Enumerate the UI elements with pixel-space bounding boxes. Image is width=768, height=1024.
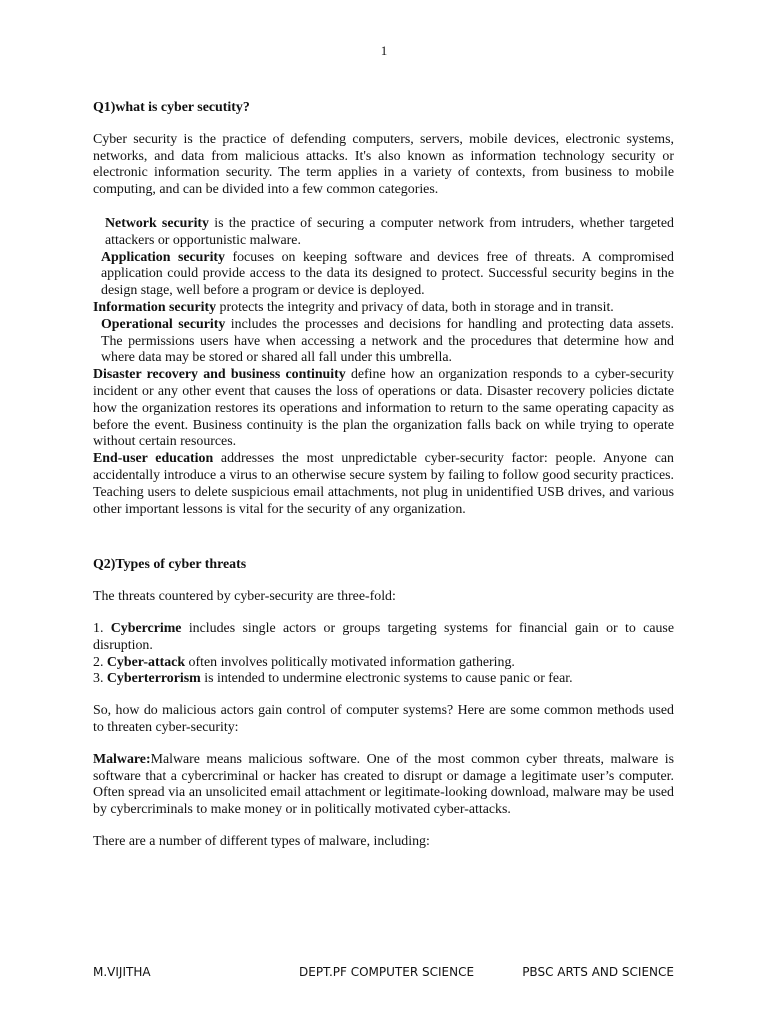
disaster-recovery-paragraph	[93, 367, 674, 451]
threat-term: Cyberterrorism	[106, 671, 201, 687]
operational-security-paragraph	[93, 317, 674, 367]
end-user-education-text: addresses the most unpredictable cyber-security factor: people. Anyone can accidentally introduce a virus to an otherwise secure system by failing to follow good security practices. Teaching users to delete suspicious email attachments, not plug in unidentified USB drives, and various other important lessons is vital for the security of any organization.	[93, 451, 674, 517]
threat-text: is intended to undermine electronic systems to cause panic or fear.	[200, 671, 573, 687]
malware-text: Malware means malicious software. One of the most common cyber threats, malware is software that a cybercriminal or hacker has created to disrupt or damage a legitimate user’s computer. Often spread via an unsolicited email attachment or legitimate-looking download, malware may be used by cybercriminals to make money or in politically motivated cyber-attacks.	[93, 751, 674, 818]
threat-term: Cybercrime	[110, 620, 182, 636]
network-security-paragraph	[93, 216, 674, 250]
page-number: 1	[380, 43, 388, 58]
footer-college: PBSC ARTS AND SCIENCE	[522, 965, 674, 979]
threat-item-cyberterrorism	[93, 671, 674, 688]
information-security-text: protects the integrity and privacy of data, both in storage and in transit.	[216, 299, 614, 315]
end-user-education-term: End-user education	[93, 451, 214, 467]
application-security-text: focuses on keeping software and devices free of threats. A compromised application could provide access to the data its designed to protect. Successful security begins in the design stage, well before a program or device is deployed.	[101, 249, 674, 299]
malware-paragraph	[93, 752, 674, 819]
threat-item-cyber-attack	[93, 655, 674, 672]
footer-department: DEPT.PF COMPUTER SCIENCE	[299, 965, 475, 979]
disaster-recovery-text: define how an organization responds to a cyber-security incident or any other event that causes the loss of operations or data. Disaster recovery policies dictate how the organization restores its operations and information to return to the same operating capacity as before the event. Business continuity is the plan the organization falls back on while trying to operate without certain resources.	[93, 367, 675, 450]
methods-intro-paragraph: So, how do malicious actors gain control of computer systems? Here are some common methods used to threaten cyber-security:	[93, 703, 674, 735]
threat-text: includes single actors or groups targeting systems for financial gain or to cause disruption.	[93, 620, 675, 653]
disaster-recovery-term: Disaster recovery and business continuity	[93, 367, 346, 383]
q1-intro-paragraph: Cyber security is the practice of defending computers, servers, mobile devices, electronic systems, networks, and data from malicious attacks. It's also known as information technology security or electronic information security. The term applies in a variety of contexts, from business to mobile computing, and can be divided into a few common categories.	[93, 131, 674, 198]
application-security-term: Application security	[101, 249, 225, 265]
threat-text: often involves politically motivated information gathering.	[185, 654, 515, 670]
network-security-text: is the practice of securing a computer network from intruders, whether targeted attackers or opportunistic malware.	[105, 215, 674, 248]
threat-term: Cyber-attack	[106, 654, 186, 670]
threat-number: 3.	[93, 671, 107, 687]
q2-heading: Q2)Types of cyber threats	[93, 557, 247, 573]
q1-heading: Q1)what is cyber secutity?	[93, 100, 250, 115]
information-security-term: Information security	[93, 299, 217, 315]
document-body	[93, 100, 674, 851]
operational-security-term: Operational security	[101, 316, 226, 332]
q2-intro-paragraph: The threats countered by cyber-security are three-fold:	[93, 589, 396, 605]
end-user-education-paragraph	[93, 451, 674, 518]
threat-number: 2.	[93, 654, 107, 670]
operational-security-text: includes the processes and decisions for handling and protecting data assets. The permissions users have when accessing a network and the procedures that determine how and where data may be stored or shared all fall under this umbrella.	[101, 316, 675, 366]
information-security-paragraph	[93, 300, 674, 317]
malware-types-intro: There are a number of different types of malware, including:	[93, 833, 430, 849]
malware-term: Malware:	[93, 751, 151, 767]
footer-author: M.VIJITHA	[93, 965, 151, 979]
network-security-term: Network security	[105, 215, 209, 231]
application-security-paragraph	[93, 250, 674, 300]
threat-number: 1.	[93, 620, 111, 636]
threat-item-cybercrime	[93, 621, 674, 655]
